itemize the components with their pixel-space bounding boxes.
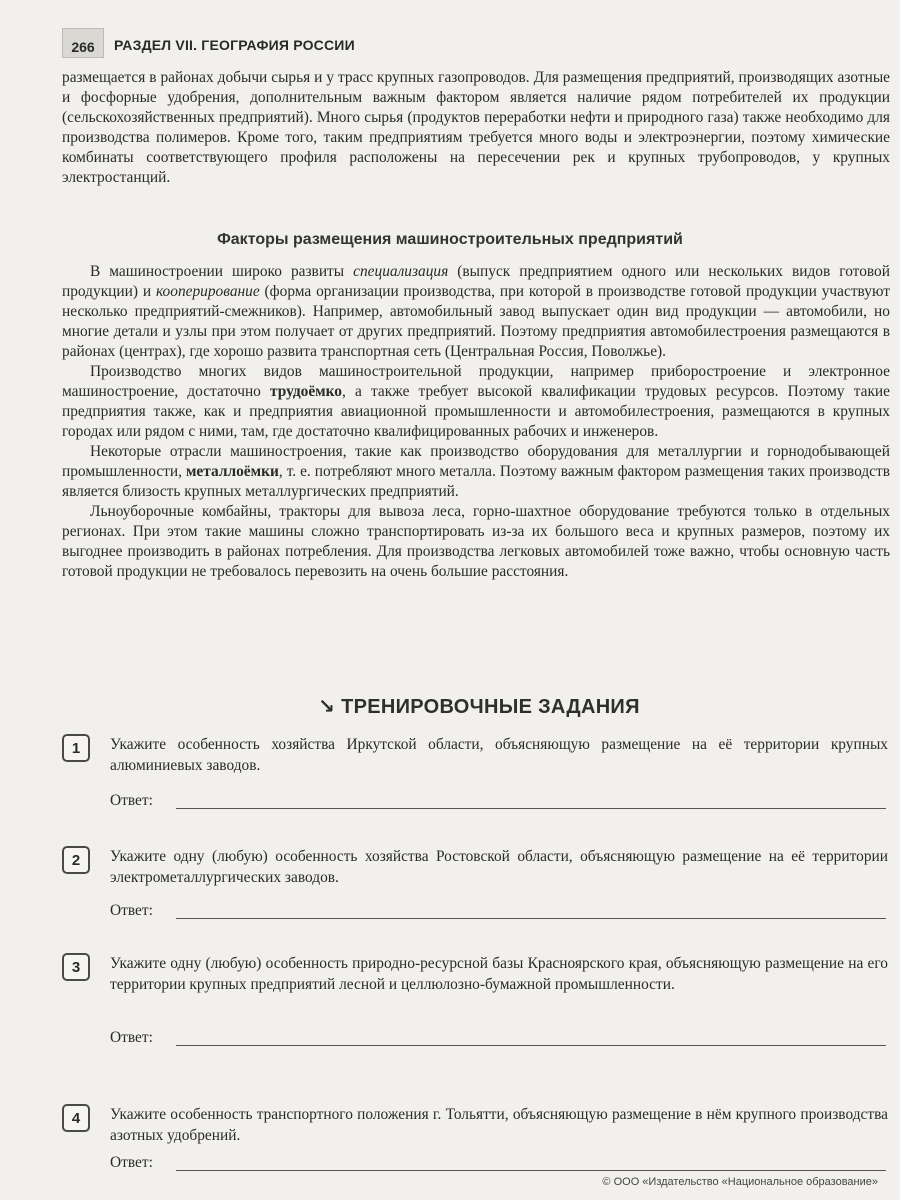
task-question: Укажите одну (любую) особенность хозяйства Ростовской области, объясняющую размещение на её территории электрометаллургических заводов.	[110, 848, 888, 886]
term-cooperation: кооперирование	[155, 283, 260, 300]
task-question: Укажите особенность хозяйства Иркутской области, объясняющую размещение на её территории крупных алюминиевых заводов.	[110, 736, 888, 774]
term-metal-intensive: металлоёмки	[185, 463, 279, 480]
copyright-notice: © ООО «Издательство «Национальное образование»	[602, 1176, 878, 1188]
answer-label: Ответ:	[110, 1154, 153, 1171]
answer-label: Ответ:	[110, 902, 153, 919]
tasks-heading	[318, 694, 640, 719]
term-specialization: специализация	[353, 263, 449, 280]
answer-label: Ответ:	[110, 792, 153, 809]
answer-label: Ответ:	[110, 1029, 153, 1046]
task-1	[62, 734, 888, 814]
task-4	[62, 1104, 888, 1184]
answer-field[interactable]	[176, 918, 886, 919]
intro-text: размещается в районах добычи сырья и у трасс крупных газопроводов. Для размещения предприятий, производящих азотные и фосфорные удобрения, дополнительным важным фактором является наличие рядом потребителей их продукции (сельскохозяйственных предприятий). Много сырья (продуктов переработки нефти и природного газа) также необходимо для производства полимеров. Кроме того, таким предприятиям требуется много воды и электроэнергии, поэтому химические комбинаты соответствующего профиля расположены на пересечении рек и крупных трубопроводов, у крупных электростанций.	[62, 69, 890, 186]
task-3	[62, 953, 888, 1053]
task-question: Укажите одну (любую) особенность природно-ресурсной базы Красноярского края, объясняющую размещение на его территории крупных предприятий лесной и целлюлозно-бумажной промышленности.	[110, 955, 888, 993]
answer-field[interactable]	[176, 1045, 886, 1046]
paragraph-specialization: В машиностроении широко развиты специализация (выпуск предприятием одного или нескольких видов готовой продукции) и кооперирование (форма организации производства, при которой в производстве готовой продукции участвуют несколько предприятий-смежников). Например, автомобильный завод выпускает один вид продукции — автомобили, но многие детали и узлы при этом получает от других предприятий. Поэтому предприятия автомобилестроения размещаются в районах (центрах), где хорошо развита транспортная сеть (Центральная Россия, Поволжье).	[62, 263, 890, 360]
page-header	[62, 28, 892, 60]
intro-paragraph	[62, 68, 890, 188]
term-labor-intensive: трудоёмко	[270, 383, 343, 400]
page-number: 266	[62, 28, 104, 58]
section-title: РАЗДЕЛ VII. ГЕОГРАФИЯ РОССИИ	[114, 37, 355, 53]
task-number-badge: 1	[62, 734, 90, 762]
task-2	[62, 846, 888, 926]
paragraph-labor-intensive: Производство многих видов машиностроительной продукции, например приборостроение и электронное машиностроение, достаточно трудоёмко, а также требует высокой квалификации трудовых ресурсов. Поэтому такие предприятия также, как и предприятия авиационной промышленности и автомобилестроения, размещаются в крупных городах или рядом с ними, там, где достаточно квалифицированных рабочих и инженеров.	[62, 363, 890, 440]
paragraph-metal-intensive: Некоторые отрасли машиностроения, такие как производство оборудования для металлургии и горнодобывающей промышленности, металлоёмки, т. е. потребляют много металла. Поэтому важным фактором размещения таких производств является близость крупных металлургических предприятий.	[62, 443, 890, 500]
subheading: Факторы размещения машиностроительных предприятий	[217, 231, 683, 248]
answer-field[interactable]	[176, 1170, 886, 1171]
task-number-badge: 2	[62, 846, 90, 874]
task-number-badge: 3	[62, 953, 90, 981]
paragraph-consumer-regions: Льноуборочные комбайны, тракторы для вывоза леса, горно-шахтное оборудование требуются только в отдельных регионах. При этом такие машины сложно транспортировать из-за их большого веса и крупных размеров, поэтому их выгоднее производить в районах потребления. Для производства легковых автомобилей тоже важно, чтобы основную часть готовой продукции не требовалось перевозить на очень большие расстояния.	[62, 503, 890, 580]
task-number-badge: 4	[62, 1104, 90, 1132]
answer-field[interactable]	[176, 808, 886, 809]
tasks-heading-label: ТРЕНИРОВОЧНЫЕ ЗАДАНИЯ	[341, 696, 640, 718]
body-text	[62, 262, 890, 582]
arrow-down-right-icon: ↘	[318, 696, 336, 718]
task-question: Укажите особенность транспортного положения г. Тольятти, объясняющую размещение в нём крупного производства азотных удобрений.	[110, 1106, 888, 1144]
